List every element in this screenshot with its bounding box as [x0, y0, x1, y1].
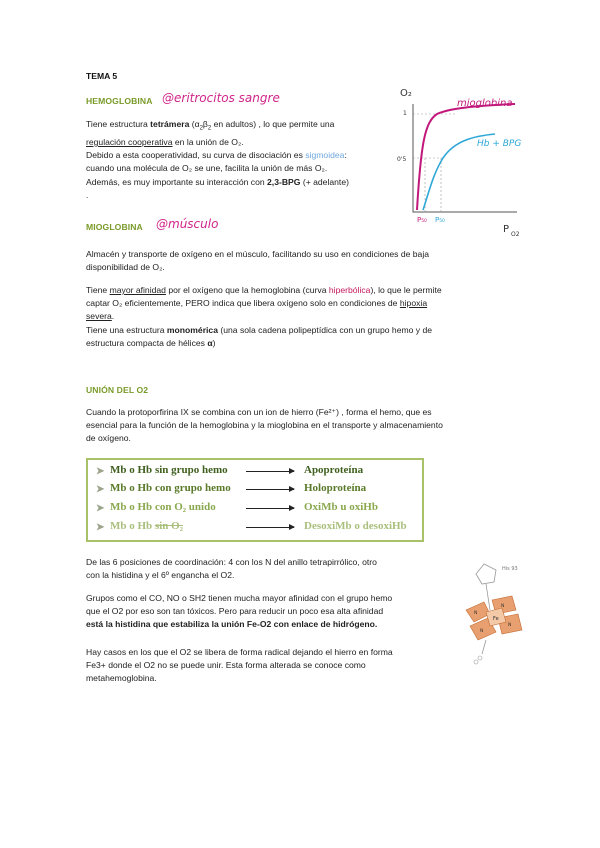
dissociation-curve-graph — [395, 82, 525, 242]
metahemoglobina-paragraph: Hay casos en los que el O2 se libera de forma radical dejando el hierro en forma Fe3+ donde el O2 no se puede unir. Esta forma alterada se conoce como metahemoglobina. — [86, 647, 393, 684]
hemoglobina-heading: HEMOGLOBINA — [86, 96, 153, 106]
toxic-groups-paragraph: Grupos como el CO, NO o SH2 tienen mucha mayor afinidad con el grupo hemo que el O2 por eso son tan tóxicos. Pero para reducir un poco esa alta afinidad está la histidina que estabiliza la unión Fe-O2 con enlace de hidrógeno. — [86, 593, 393, 630]
arrow-right-icon — [246, 508, 294, 509]
x-axis-label: P — [503, 224, 510, 235]
heme-molecule-illustration — [456, 556, 556, 668]
arrow-right-icon — [246, 471, 294, 472]
svg-text:N: N — [474, 611, 478, 616]
table-row: ➤ Mb o Hb con grupo hemo Holoproteína — [96, 482, 367, 495]
page-title: TEMA 5 — [86, 71, 118, 81]
coordination-paragraph: De las 6 posiciones de coordinación: 4 con los N del anillo tetrapirrólico, otro con la histidina y el 6º engancha el O2. — [86, 557, 377, 581]
mioglobina-paragraph-2: Tiene mayor afinidad por el oxígeno que la hemoglobina (curva hiperbólica), lo que le permite captar O₂ eficientemente, PERO indica que libera oxígeno solo en condiciones de hipoxia severa. Tiene una estructura monomérica (una sola cadena polipeptídica con un grupo hemo y de estructura compacta de hélices α) — [86, 285, 442, 348]
arrow-right-icon — [246, 527, 294, 528]
svg-text:N: N — [480, 629, 484, 634]
mioglobina-curve — [417, 104, 515, 210]
chevron-right-icon: ➤ — [96, 484, 105, 495]
x-axis-label-sub: O2 — [511, 231, 520, 238]
mioglobina-curve-label: mioglobina — [457, 98, 513, 109]
union-heading: UNIÓN DEL O2 — [86, 385, 149, 395]
tick-1: 1 — [403, 110, 407, 117]
terminology-table — [86, 458, 424, 542]
hemoglobina-paragraph: Tiene estructura tetrámera ($\alpha_2\beta_2$ en adultos) , lo que permite una regulación cooperativa en la unión de O₂. Debido a esta cooperatividad, su curva de disociación es sigmoidea: cuando una molécula de O₂ se une, facilita la unión de más O₂. Además, es muy importante su interacción con 2,3-BPG (+ adelante) . — [86, 119, 349, 200]
p50-mioglobina: P₅₀ — [417, 216, 427, 224]
table-row: ➤ Mb o Hb sin grupo hemo Apoproteína — [96, 464, 364, 477]
chevron-right-icon: ➤ — [96, 522, 105, 533]
chevron-right-icon: ➤ — [96, 503, 105, 514]
union-paragraph: Cuando la protoporfirina IX se combina con un ion de hierro (Fe²⁺) , forma el hemo, que es esencial para la función de la hemoglobina y la mioglobina en el transporte y almacenamiento de oxígeno. — [86, 407, 443, 444]
table-row: ➤ Mb o Hb sin O₂ DesoxiMb o desoxiHb — [96, 520, 407, 533]
chevron-right-icon: ➤ — [96, 466, 105, 477]
tick-05: 0'5 — [397, 156, 407, 163]
mioglobina-paragraph-1: Almacén y transporte de oxígeno en el músculo, facilitando su uso en condiciones de baja disponibilidad de O₂. — [86, 249, 430, 273]
table-row: ➤ Mb o Hb con O₂ unido OxiMb u oxiHb — [96, 501, 378, 514]
mioglobina-heading: MIOGLOBINA — [86, 222, 143, 232]
histidine-label: His 93 — [502, 566, 518, 572]
mioglobina-note: @músculo — [156, 217, 219, 231]
p50-hb: P₅₀ — [435, 216, 445, 224]
hb-bpg-curve-label: Hb + BPG — [477, 139, 522, 149]
svg-text:N: N — [508, 623, 512, 628]
hemoglobina-note: @eritrocitos sangre — [162, 91, 280, 105]
y-axis-label: O₂ — [400, 88, 412, 99]
svg-text:N: N — [501, 604, 505, 609]
svg-text:Fe: Fe — [493, 616, 499, 622]
arrow-right-icon — [246, 489, 294, 490]
